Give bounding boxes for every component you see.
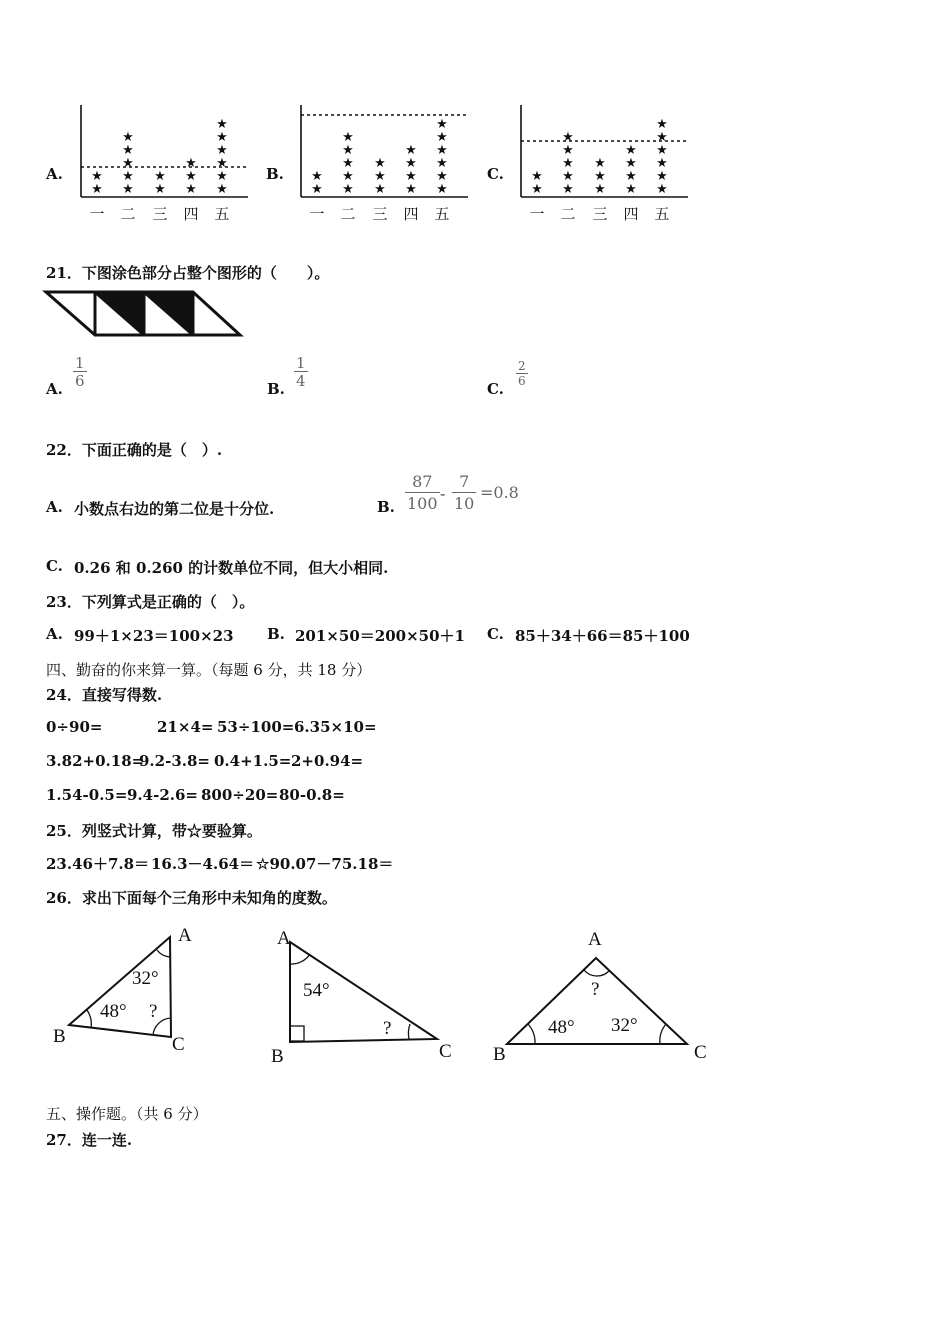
star-mark: ★ xyxy=(154,182,166,197)
star-mark: ★ xyxy=(436,169,448,184)
q23-option-a-label[interactable]: A. xyxy=(46,625,63,643)
vertex-c-label: C xyxy=(694,1042,707,1063)
category-label: 一 xyxy=(529,205,545,223)
q24-item: 80-0.8= xyxy=(279,786,345,804)
category-label: 一 xyxy=(309,205,325,223)
q22-option-a-text: 小数点右边的第二位是十分位. xyxy=(74,500,275,518)
star-mark: ★ xyxy=(531,182,543,197)
category-label: 二 xyxy=(560,205,576,223)
unknown-angle: ? xyxy=(149,1001,158,1022)
q21-option-a-label[interactable]: A. xyxy=(46,380,63,398)
star-mark: ★ xyxy=(594,182,606,197)
q24-item: 2+0.94= xyxy=(291,752,364,770)
vertex-b-label: B xyxy=(53,1026,66,1047)
star-mark: ★ xyxy=(625,156,637,171)
star-mark: ★ xyxy=(216,156,228,171)
star-mark: ★ xyxy=(436,182,448,197)
q27-question: 27．连一连. xyxy=(46,1131,133,1149)
star-mark: ★ xyxy=(562,169,574,184)
q20-option-b-label[interactable]: B. xyxy=(266,165,284,183)
category-label: 二 xyxy=(340,205,356,223)
q24-item: 800÷20= xyxy=(201,786,279,804)
category-label: 四 xyxy=(403,205,419,223)
category-label: 五 xyxy=(214,205,230,223)
vertex-b-label: B xyxy=(493,1044,506,1065)
star-mark: ★ xyxy=(216,117,228,132)
category-label: 一 xyxy=(89,205,105,223)
star-mark: ★ xyxy=(436,143,448,158)
star-mark: ★ xyxy=(405,169,417,184)
denominator: 6 xyxy=(518,374,526,388)
q22-option-b-fraction-2 xyxy=(452,472,476,514)
star-mark: ★ xyxy=(562,130,574,145)
star-mark: ★ xyxy=(436,156,448,171)
q26-question: 26．求出下面每个三角形中未知角的度数。 xyxy=(46,889,337,907)
star-mark: ★ xyxy=(405,156,417,171)
star-mark: ★ xyxy=(216,169,228,184)
star-mark: ★ xyxy=(531,169,543,184)
star-mark: ★ xyxy=(625,169,637,184)
q21-option-b-fraction[interactable] xyxy=(294,355,308,389)
q24-item: 9.4-2.6= xyxy=(127,786,198,804)
q23-option-b-text: 201×50＝200×50＋1 xyxy=(295,627,465,645)
star-mark: ★ xyxy=(342,130,354,145)
star-mark: ★ xyxy=(185,182,197,197)
star-mark: ★ xyxy=(562,143,574,158)
star-mark: ★ xyxy=(625,182,637,197)
star-mark: ★ xyxy=(562,156,574,171)
q20-option-c-label[interactable]: C. xyxy=(487,165,504,183)
q24-item: 53÷100= xyxy=(217,718,295,736)
q22-option-c-text: 0.26 和 0.260 的计数单位不同，但大小相同. xyxy=(74,559,389,577)
vertex-a-label: A xyxy=(277,928,291,949)
q23-option-a-text: 99＋1×23＝100×23 xyxy=(74,627,234,645)
star-mark: ★ xyxy=(342,182,354,197)
q24-item: 0.4+1.5= xyxy=(214,752,292,770)
minus-sign: - xyxy=(440,484,446,503)
q21-parallelogram-figure xyxy=(44,290,244,340)
q26-triangle-3 xyxy=(490,925,720,1065)
vertex-c-label: C xyxy=(439,1041,452,1062)
q24-item: 1.54-0.5= xyxy=(46,786,128,804)
star-mark: ★ xyxy=(374,169,386,184)
q25-item: ☆90.07－75.18＝ xyxy=(256,855,394,873)
q22-option-b-fraction-1 xyxy=(405,472,440,514)
numerator: 87 xyxy=(412,472,433,491)
q24-item: 0÷90= xyxy=(46,718,103,736)
q22-option-b-label[interactable]: B. xyxy=(377,498,395,516)
q21-option-c-label[interactable]: C. xyxy=(487,380,504,398)
star-mark: ★ xyxy=(91,169,103,184)
angle-a-value: 32° xyxy=(132,968,159,989)
star-mark: ★ xyxy=(374,156,386,171)
q25-question: 25．列竖式计算，带☆要验算。 xyxy=(46,822,262,840)
q25-item: 23.46＋7.8＝ xyxy=(46,855,150,873)
section-5-title: 五、操作题。（共 6 分） xyxy=(46,1105,208,1123)
star-mark: ★ xyxy=(656,156,668,171)
star-mark: ★ xyxy=(311,182,323,197)
q23-option-b-label[interactable]: B. xyxy=(267,625,285,643)
numerator: 1 xyxy=(296,354,306,372)
q23-option-c-text: 85＋34＋66＝85＋100 xyxy=(515,627,690,645)
unknown-angle: ? xyxy=(591,979,600,1000)
star-mark: ★ xyxy=(342,143,354,158)
q22-option-a-label[interactable]: A. xyxy=(46,498,63,516)
category-label: 二 xyxy=(120,205,136,223)
star-mark: ★ xyxy=(122,156,134,171)
star-mark: ★ xyxy=(436,117,448,132)
section-4-title: 四、勤奋的你来算一算。（每题 6 分，共 18 分） xyxy=(46,661,372,679)
star-mark: ★ xyxy=(625,143,637,158)
q22-option-b-result: =0.8 xyxy=(480,483,519,502)
star-mark: ★ xyxy=(594,169,606,184)
q20-chart-a xyxy=(70,100,260,230)
q23-option-c-label[interactable]: C. xyxy=(487,625,504,643)
star-mark: ★ xyxy=(216,182,228,197)
q22-option-c-label[interactable]: C. xyxy=(46,557,63,575)
unknown-angle: ? xyxy=(383,1018,392,1039)
star-mark: ★ xyxy=(656,169,668,184)
q24-item: 6.35×10= xyxy=(294,718,377,736)
category-label: 三 xyxy=(152,205,168,223)
angle-b-value: 48° xyxy=(100,1001,127,1022)
category-label: 三 xyxy=(372,205,388,223)
numerator: 2 xyxy=(518,359,526,373)
q20-chart-c xyxy=(510,100,700,230)
star-mark: ★ xyxy=(185,156,197,171)
category-label: 五 xyxy=(434,205,450,223)
star-mark: ★ xyxy=(656,143,668,158)
star-mark: ★ xyxy=(185,169,197,184)
star-mark: ★ xyxy=(342,169,354,184)
star-mark: ★ xyxy=(216,130,228,145)
q21-option-b-label[interactable]: B. xyxy=(267,380,285,398)
star-mark: ★ xyxy=(562,182,574,197)
star-mark: ★ xyxy=(436,130,448,145)
star-mark: ★ xyxy=(656,182,668,197)
star-mark: ★ xyxy=(374,182,386,197)
star-mark: ★ xyxy=(311,169,323,184)
angle-b-value: 48° xyxy=(548,1017,575,1038)
q26-triangle-1 xyxy=(40,920,240,1060)
denominator: 6 xyxy=(75,372,85,390)
vertex-c-label: C xyxy=(172,1034,185,1055)
star-mark: ★ xyxy=(656,117,668,132)
q20-option-a-label[interactable]: A. xyxy=(46,165,63,183)
numerator: 1 xyxy=(75,354,85,372)
category-label: 四 xyxy=(183,205,199,223)
star-mark: ★ xyxy=(405,182,417,197)
numerator: 7 xyxy=(459,472,470,491)
q23-question: 23．下列算式是正确的（ ）。 xyxy=(46,593,255,611)
q26-triangle-2 xyxy=(265,922,475,1072)
star-mark: ★ xyxy=(656,130,668,145)
vertex-a-label: A xyxy=(588,929,602,950)
star-mark: ★ xyxy=(122,169,134,184)
star-mark: ★ xyxy=(154,169,166,184)
q21-option-c-fraction[interactable] xyxy=(516,360,528,388)
star-mark: ★ xyxy=(594,156,606,171)
q24-question: 24．直接写得数. xyxy=(46,686,163,704)
q24-item: 21×4= xyxy=(157,718,214,736)
q20-chart-b xyxy=(290,100,480,230)
vertex-a-label: A xyxy=(178,925,192,946)
denominator: 4 xyxy=(296,372,306,390)
category-label: 五 xyxy=(654,205,670,223)
q21-option-a-fraction[interactable] xyxy=(73,355,87,389)
angle-a-value: 54° xyxy=(303,980,330,1001)
star-mark: ★ xyxy=(91,182,103,197)
star-mark: ★ xyxy=(122,182,134,197)
q24-item: 3.82+0.18= xyxy=(46,752,145,770)
angle-c-value: 32° xyxy=(611,1015,638,1036)
q25-item: 16.3－4.64＝ xyxy=(151,855,255,873)
q24-item: 9.2-3.8= xyxy=(139,752,210,770)
q22-question: 22．下面正确的是（ ）. xyxy=(46,441,223,459)
q21-question: 21．下图涂色部分占整个图形的（ ）。 xyxy=(46,264,330,282)
category-label: 三 xyxy=(592,205,608,223)
star-mark: ★ xyxy=(122,130,134,145)
vertex-b-label: B xyxy=(271,1046,284,1067)
star-mark: ★ xyxy=(342,156,354,171)
star-mark: ★ xyxy=(405,143,417,158)
denominator: 10 xyxy=(454,494,475,513)
category-label: 四 xyxy=(623,205,639,223)
denominator: 100 xyxy=(407,494,438,513)
star-mark: ★ xyxy=(122,143,134,158)
star-mark: ★ xyxy=(216,143,228,158)
